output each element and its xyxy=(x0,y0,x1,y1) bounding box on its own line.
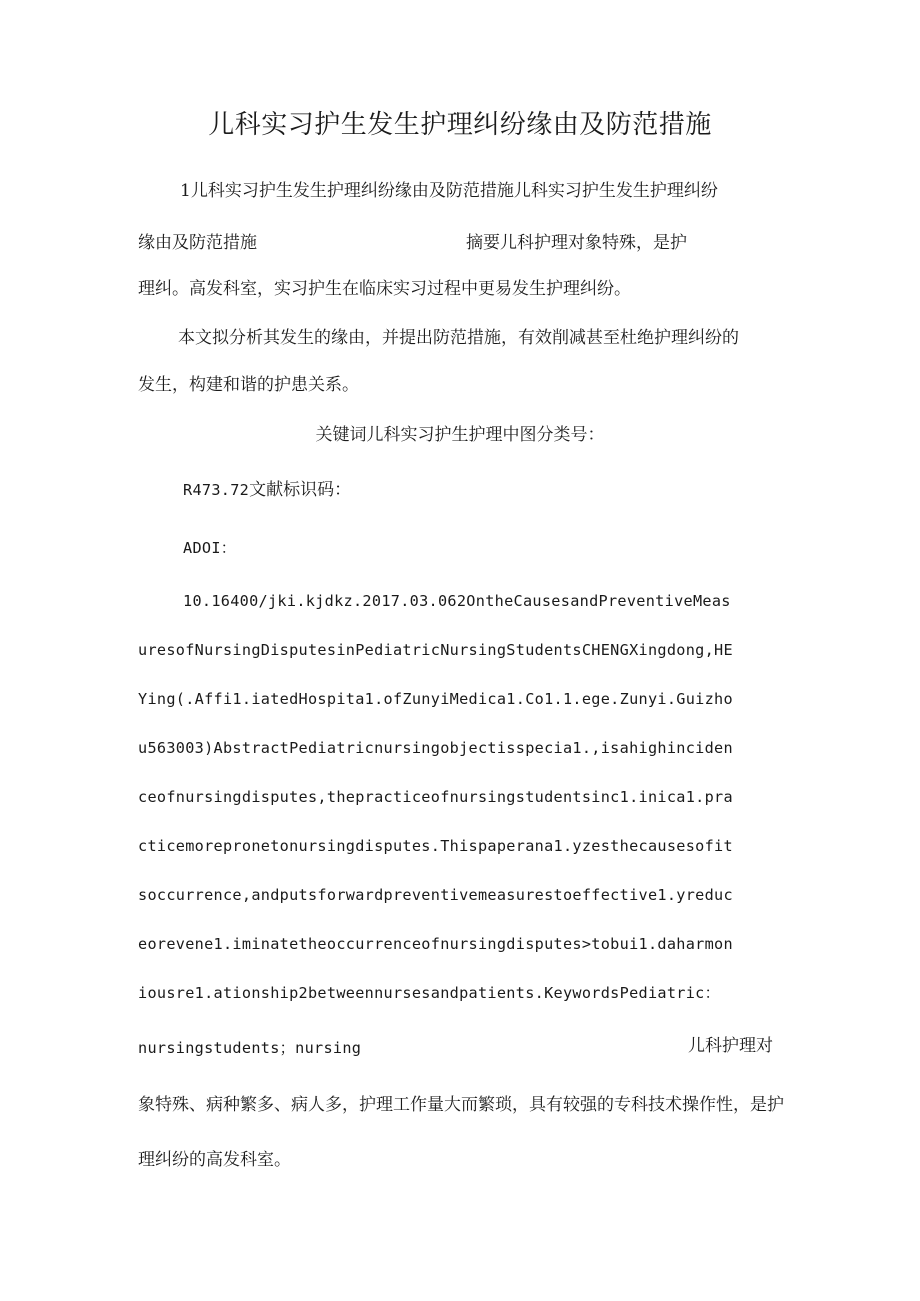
classification-code: R473.72 xyxy=(183,481,250,499)
abstract-line-4: 本文拟分析其发生的缘由，并提出防范措施，有效削减甚至杜绝护理纠纷的 xyxy=(178,328,739,348)
english-line-1: 10.16400/jki.kjdkz.2017.03.062OntheCausesandPreventiveMeas xyxy=(183,592,731,610)
english-line-7: soccurrence,andputsforwardpreventivemeasurestoeffective1.yreduc xyxy=(138,886,733,904)
english-line-5: ceofnursingdisputes,thepracticeofnursingstudentsinc1.inica1.pra xyxy=(138,788,733,806)
classification-label: 文献标识码： xyxy=(249,480,352,500)
english-line-2: uresofNursingDisputesinPediatricNursingStudentsCHENGXingdong,HE xyxy=(138,641,733,659)
abstract-line-5: 发生，构建和谐的护患关系。 xyxy=(138,375,359,395)
abstract-line-2b: 摘要儿科护理对象特殊，是护 xyxy=(466,233,687,253)
english-line-10: nursingstudents；nursing xyxy=(138,1039,362,1057)
abstract-line-3: 理纠。高发科室，实习护生在临床实习过程中更易发生护理纠纷。 xyxy=(138,279,631,299)
document-title: 儿科实习护生发生护理纠纷缘由及防范措施 xyxy=(208,110,712,140)
doi-label: ADOI： xyxy=(183,539,237,557)
body-line-1-tail: 儿科护理对 xyxy=(688,1036,773,1056)
body-line-2: 象特殊、病种繁多、病人多，护理工作量大而繁琐，具有较强的专科技术操作性，是护 xyxy=(138,1095,784,1115)
english-line-3: Ying(.Affi1.iatedHospita1.ofZunyiMedica1.Co1.1.ege.Zunyi.Guizho xyxy=(138,690,733,708)
classification-line xyxy=(183,479,351,501)
english-line-8: eorevene1.iminatetheoccurrenceofnursingdisputes>tobui1.daharmon xyxy=(138,935,733,953)
abstract-line-1: 1儿科实习护生发生护理纠纷缘由及防范措施儿科实习护生发生护理纠纷 xyxy=(180,181,718,201)
body-line-3: 理纠纷的高发科室。 xyxy=(138,1150,291,1170)
english-line-9: iousre1.ationship2betweennursesandpatients.KeywordsPediatric： xyxy=(138,984,721,1002)
keywords-line: 关键词儿科实习护生护理中图分类号： xyxy=(315,425,605,445)
english-line-4: u563003)AbstractPediatricnursingobjectisspecia1.,isahighinciden xyxy=(138,739,733,757)
english-line-6: cticemorepronetonursingdisputes.Thispaperana1.yzesthecausesofit xyxy=(138,837,733,855)
abstract-line-2a: 缘由及防范措施 xyxy=(138,233,257,253)
